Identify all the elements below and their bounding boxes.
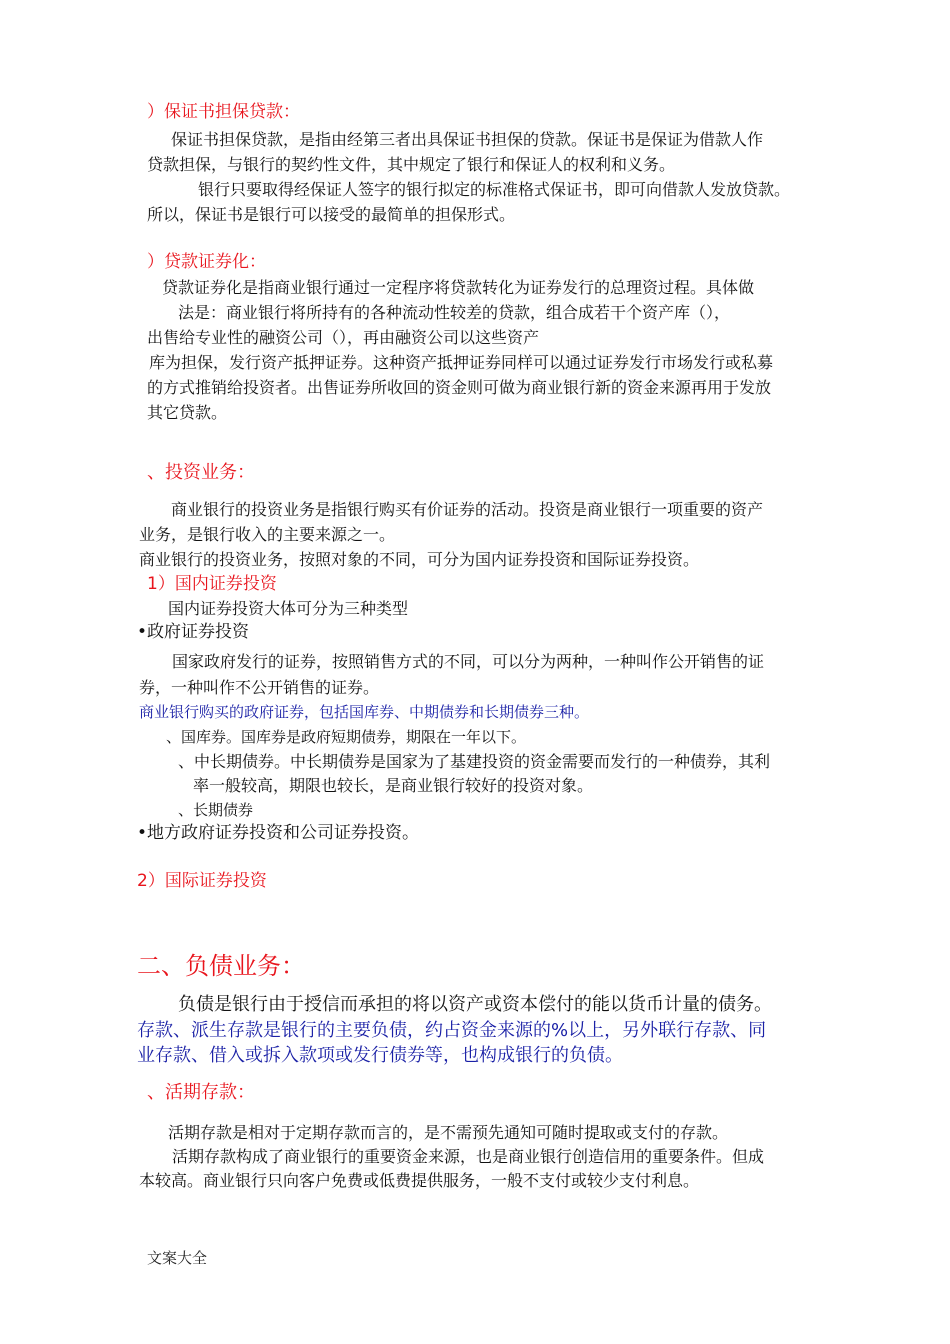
list-item-medium-long-bonds: 、中长期债券。中长期债券是国家为了基建投资的资金需要而发行的一种债券，其利: [178, 752, 771, 771]
paragraph-line: 国家政府发行的证券，按照销售方式的不同，可以分为两种，一种叫作公开销售的证: [172, 652, 765, 671]
paragraph-line: 法是：商业银行将所持有的各种流动性较差的贷款，组合成若干个资产库（），: [178, 303, 731, 322]
paragraph-line: 活期存款构成了商业银行的重要资金来源，也是商业银行创造信用的重要条件。但成: [172, 1147, 765, 1166]
list-item-long-bonds: 、长期债券: [178, 801, 254, 819]
emphasis-line: 业存款、借入或拆入款项或发行债券等，也构成银行的负债。: [137, 1045, 623, 1066]
heading-liability-business: 二、负债业务：: [137, 952, 305, 980]
paragraph-line: 率一般较高，期限也较长，是商业银行较好的投资对象。: [193, 776, 594, 795]
paragraph-line: 券，一种叫作不公开销售的证券。: [139, 678, 380, 697]
list-item-treasury-bills: 、国库券。国库券是政府短期债券，期限在一年以下。: [166, 728, 527, 746]
paragraph-line: 业务，是银行收入的主要来源之一。: [139, 525, 396, 544]
paragraph-line: 出售给专业性的融资公司（），再由融资公司以这些资产: [147, 328, 540, 347]
paragraph-line: 贷款证券化是指商业银行通过一定程序将贷款转化为证券发行的总理资过程。具体做: [162, 278, 755, 297]
page-footer: 文案大全: [147, 1249, 208, 1267]
paragraph-line: 保证书担保贷款，是指由经第三者出具保证书担保的贷款。保证书是保证为借款人作: [171, 130, 764, 149]
heading-investment-business: 、投资业务：: [147, 462, 255, 483]
paragraph-line: 库为担保，发行资产抵押证券。这种资产抵押证券同样可以通过证券发行市场发行或私募: [149, 353, 774, 372]
subheading-international-securities: 2）国际证券投资: [137, 871, 267, 891]
heading-loan-securitization: ）贷款证券化：: [147, 252, 266, 272]
paragraph-line: 国内证券投资大体可分为三种类型: [168, 599, 409, 618]
paragraph-line: 商业银行的投资业务，按照对象的不同，可分为国内证券投资和国际证券投资。: [139, 550, 700, 569]
paragraph-line: 银行只要取得经保证人签字的银行拟定的标准格式保证书，即可向借款人发放贷款。: [198, 180, 791, 199]
bullet-local-corporate-securities: •地方政府证券投资和公司证券投资。: [137, 823, 420, 843]
subheading-domestic-securities: 1）国内证券投资: [147, 574, 277, 594]
paragraph-line: 其它贷款。: [147, 403, 228, 422]
paragraph-line: 活期存款是相对于定期存款而言的，是不需预先通知可随时提取或支付的存款。: [168, 1123, 729, 1142]
paragraph-line: 负债是银行由于授信而承担的将以资产或资本偿付的能以货币计量的债务。: [178, 994, 772, 1015]
paragraph-line: 商业银行的投资业务是指银行购买有价证券的活动。投资是商业银行一项重要的资产: [171, 500, 764, 519]
heading-guarantee-loan: ）保证书担保贷款：: [147, 102, 300, 122]
paragraph-line: 本较高。商业银行只向客户免费或低费提供服务，一般不支付或较少支付利息。: [139, 1171, 700, 1190]
paragraph-line: 的方式推销给投资者。出售证券所收回的资金则可做为商业银行新的资金来源再用于发放: [147, 378, 772, 397]
subheading-demand-deposits: 、活期存款：: [147, 1082, 255, 1103]
paragraph-line: 贷款担保，与银行的契约性文件，其中规定了银行和保证人的权利和义务。: [147, 155, 676, 174]
paragraph-line: 所以，保证书是银行可以接受的最简单的担保形式。: [147, 205, 516, 224]
emphasis-line: 商业银行购买的政府证券，包括国库券、中期债券和长期债券三种。: [139, 703, 590, 721]
bullet-government-securities: •政府证券投资: [137, 622, 250, 642]
emphasis-line: 存款、派生存款是银行的主要负债，约占资金来源的%以上，另外联行存款、同: [137, 1020, 767, 1041]
